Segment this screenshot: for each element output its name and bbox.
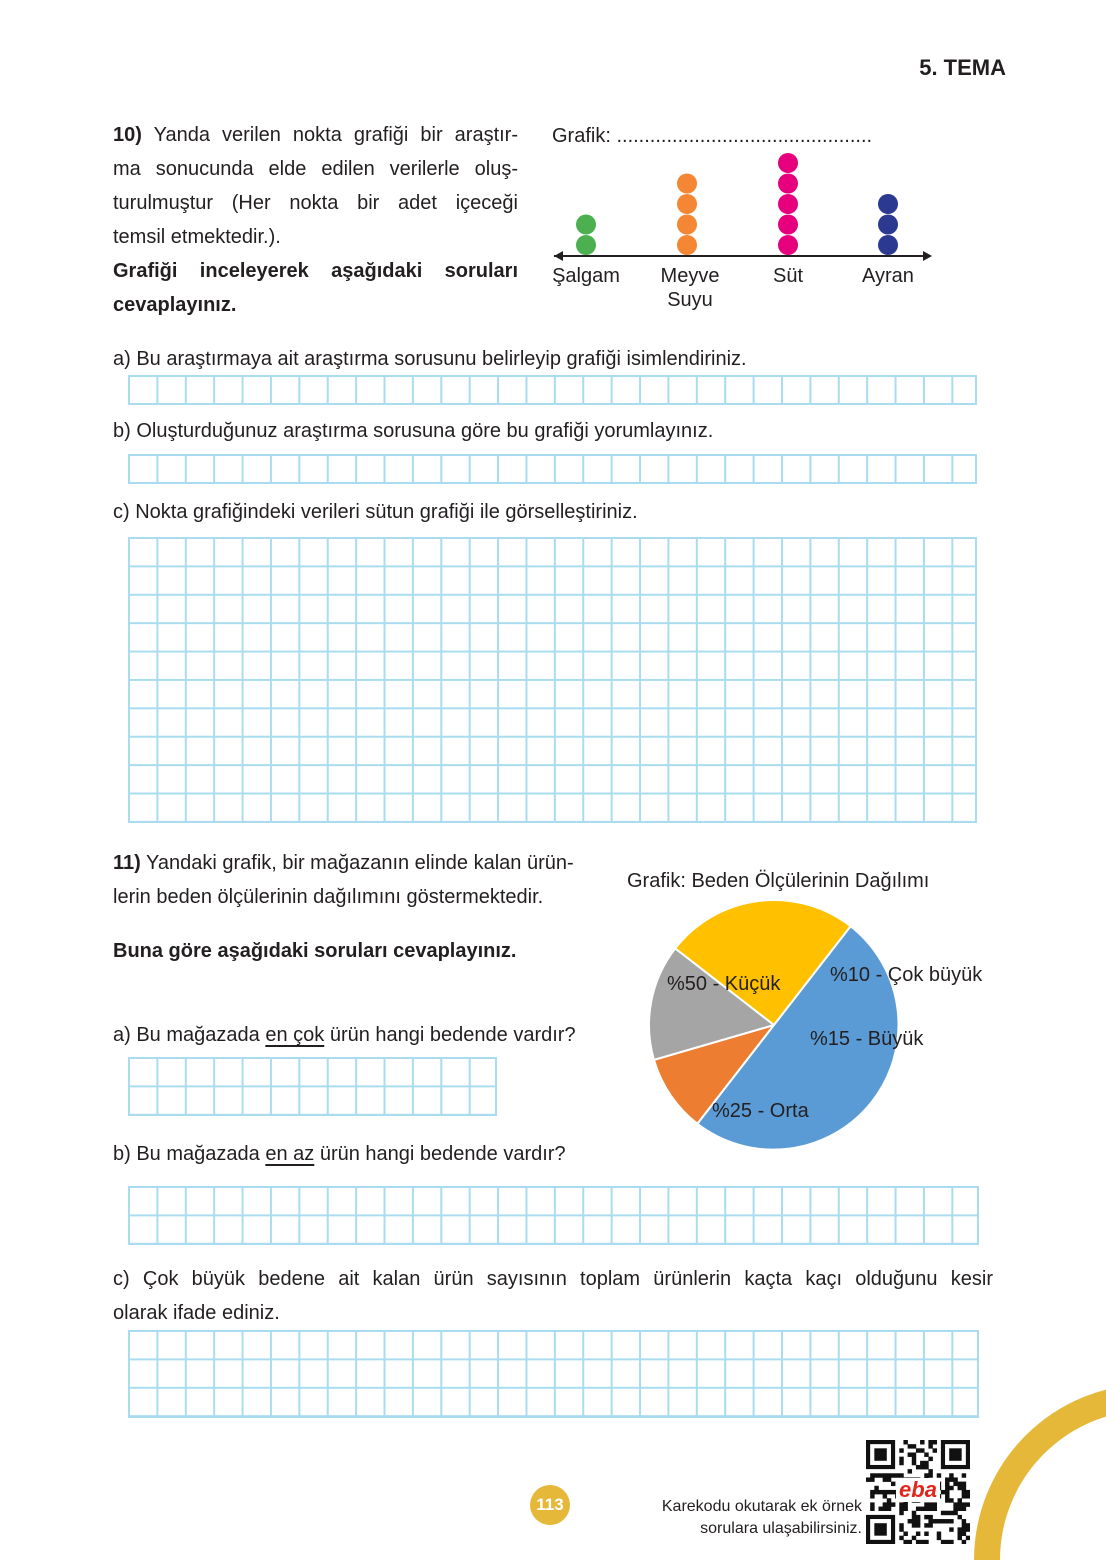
qr-module (912, 1511, 916, 1515)
dot-1-2 (576, 215, 596, 235)
qr-module (928, 1519, 932, 1523)
q10-c-text: c) Nokta grafiğindeki verileri sütun grafiği ile görselleştiriniz. (113, 501, 638, 523)
qr-module (949, 1511, 953, 1515)
dot-2-2 (677, 215, 697, 235)
qr-module (941, 1490, 945, 1494)
qr-module (920, 1461, 924, 1465)
qr-module (908, 1469, 912, 1473)
qr-module (870, 1490, 874, 1494)
q10-b-text: b) Oluşturduğunuz araştırma sorusuna göre bu grafiği yorumlayınız. (113, 420, 714, 442)
qr-module (945, 1486, 949, 1490)
qr-module (924, 1532, 928, 1536)
qr-module (899, 1507, 903, 1511)
qr-module (912, 1452, 916, 1456)
qr-module (949, 1527, 953, 1531)
dot-plot-label-2-2: Suyu (667, 289, 713, 311)
qr-module (878, 1507, 882, 1511)
qr-module (912, 1536, 916, 1540)
qr-module (920, 1465, 924, 1469)
q11-a-post: ürün hangi bedende vardır? (324, 1024, 576, 1046)
q10-intro-line4: temsil etmektedir.). (113, 226, 281, 248)
q10-c-answer-grid[interactable] (128, 537, 977, 823)
q11-c-line2: olarak ifade ediniz. (113, 1302, 280, 1324)
q10-intro (113, 118, 518, 322)
dot-4-3 (878, 194, 898, 214)
qr-module (941, 1519, 945, 1523)
qr-module (916, 1519, 920, 1523)
qr-module (924, 1507, 928, 1511)
qr-module (891, 1502, 895, 1506)
q11-c-answer-grid[interactable] (128, 1330, 979, 1418)
qr-module (912, 1519, 916, 1523)
qr-module (903, 1507, 907, 1511)
pie-chart-title: Grafik: Beden Ölçülerinin Dağılımı (627, 870, 930, 892)
q11-intro-line2: lerin beden ölçülerinin dağılımını göstermektedir. (113, 886, 544, 908)
dot-4-1 (878, 235, 898, 255)
qr-module (937, 1532, 941, 1536)
q11-c-text (113, 1262, 993, 1330)
qr-module (916, 1540, 920, 1544)
pie-label-1: %50 - Küçük (667, 973, 781, 995)
qr-module (878, 1473, 882, 1477)
qr-module (953, 1482, 957, 1486)
dot-2-4 (677, 174, 697, 194)
qr-finder-top-left-core (874, 1448, 886, 1460)
qr-module (887, 1507, 891, 1511)
qr-module (908, 1519, 912, 1523)
qr-module (916, 1448, 920, 1452)
qr-module (945, 1498, 949, 1502)
dot-plot-label-1: Şalgam (552, 265, 620, 287)
qr-module (883, 1507, 887, 1511)
qr-module (953, 1507, 957, 1511)
decorative-arc-stroke (987, 1397, 1106, 1560)
qr-module (945, 1494, 949, 1498)
qr-module (899, 1457, 903, 1461)
qr-module (899, 1448, 903, 1452)
qr-module (883, 1502, 887, 1506)
q11-instruction: Buna göre aşağıdaki soruları cevaplayınız. (113, 940, 517, 962)
qr-module (953, 1502, 957, 1506)
pie-label-3: %15 - Büyük (810, 1028, 924, 1050)
qr-module (870, 1507, 874, 1511)
q11-b-answer-grid[interactable] (128, 1186, 979, 1245)
qr-module (883, 1494, 887, 1498)
q10-instruction-line1: Grafiği inceleyerek aşağıdaki soruları (113, 260, 518, 282)
qr-module (920, 1440, 924, 1444)
q11-c-line1: c) Çok büyük bedene ait kalan ürün sayısının toplam ürünlerin kaçta kaçı olduğunu kesir (113, 1268, 993, 1290)
page-number-badge (530, 1485, 570, 1525)
qr-module (924, 1461, 928, 1465)
qr-module (908, 1452, 912, 1456)
pie-label-4: %25 - Orta (712, 1100, 809, 1122)
qr-module (937, 1519, 941, 1523)
qr-module (912, 1515, 916, 1519)
qr-module (899, 1511, 903, 1515)
qr-module (916, 1465, 920, 1469)
qr-caption-line1: Karekodu okutarak ek örnek (661, 1498, 862, 1515)
qr-module (874, 1486, 878, 1490)
qr-module (887, 1498, 891, 1502)
qr-module (891, 1473, 895, 1477)
qr-module (949, 1486, 953, 1490)
qr-module (916, 1507, 920, 1511)
qr-module (887, 1502, 891, 1506)
decorative-arc (960, 1370, 1106, 1560)
q11-b-post: ürün hangi bedende vardır? (314, 1143, 566, 1165)
eba-logo (896, 1478, 940, 1502)
qr-module (945, 1540, 949, 1544)
qr-module (870, 1477, 874, 1481)
qr-module (883, 1477, 887, 1481)
qr-module (920, 1540, 924, 1544)
qr-module (912, 1523, 916, 1527)
qr-module (924, 1523, 928, 1527)
q11-intro (113, 846, 613, 914)
qr-module (928, 1444, 932, 1448)
qr-module (878, 1490, 882, 1494)
qr-module (933, 1507, 937, 1511)
dot-3-4 (778, 174, 798, 194)
q11-b-text (113, 1141, 566, 1167)
qr-module (899, 1523, 903, 1527)
qr-module (945, 1519, 949, 1523)
qr-module (953, 1511, 957, 1515)
qr-module (945, 1477, 949, 1481)
qr-module (883, 1473, 887, 1477)
qr-module (949, 1519, 953, 1523)
qr-module (941, 1540, 945, 1544)
qr-module (891, 1490, 895, 1494)
qr-module (887, 1477, 891, 1481)
qr-module (924, 1465, 928, 1469)
qr-module (870, 1502, 874, 1506)
q11-a-pre: a) Bu mağazada (113, 1024, 266, 1046)
qr-module (912, 1444, 916, 1448)
q11-number: 11) (113, 852, 141, 874)
q10-intro-line2: ma sonucunda elde edilen verilerle oluş- (113, 158, 518, 180)
q11-b-emphasis: en az (265, 1143, 315, 1165)
qr-module (870, 1494, 874, 1498)
q11-intro-line1: Yandaki grafik, bir mağazanın elinde kalan ürün- (146, 852, 574, 874)
q11-a-answer-grid[interactable] (128, 1057, 497, 1116)
qr-module (887, 1473, 891, 1477)
qr-module (928, 1502, 932, 1506)
qr-caption-line2: sorulara ulaşabilirsiniz. (700, 1520, 862, 1537)
qr-module (933, 1519, 937, 1523)
qr-module (874, 1473, 878, 1477)
dot-plot-title: Grafik: .............................................. (552, 125, 873, 147)
dot-plot-label-4: Ayran (862, 265, 914, 287)
qr-module (949, 1473, 953, 1477)
qr-module (916, 1532, 920, 1536)
qr-module (924, 1452, 928, 1456)
qr-module (920, 1448, 924, 1452)
qr-module (928, 1515, 932, 1519)
qr-module (928, 1469, 932, 1473)
qr-module (899, 1536, 903, 1540)
qr-module (949, 1477, 953, 1481)
q10-intro-line3: turulmuştur (Her nokta bir adet içeceği (113, 192, 518, 214)
eba-logo-text: eba (899, 1477, 937, 1502)
qr-module (903, 1540, 907, 1544)
pie-chart (620, 860, 1020, 1160)
qr-module (928, 1507, 932, 1511)
qr-module (924, 1502, 928, 1506)
qr-module (941, 1511, 945, 1515)
qr-module (945, 1490, 949, 1494)
dot-plot-label-2-1: Meyve (660, 265, 720, 287)
qr-module (899, 1502, 903, 1506)
qr-module (945, 1511, 949, 1515)
qr-module (924, 1540, 928, 1544)
qr-finder-bottom-left-core (874, 1523, 886, 1535)
qr-module (903, 1502, 907, 1506)
qr-module (920, 1507, 924, 1511)
q11-b-pre: b) Bu mağazada (113, 1143, 266, 1165)
dot-3-3 (778, 194, 798, 214)
dot-1-1 (576, 235, 596, 255)
qr-module (933, 1440, 937, 1444)
dot-4-2 (878, 215, 898, 235)
qr-module (903, 1440, 907, 1444)
qr-module (928, 1523, 932, 1527)
dot-plot-chart (540, 118, 950, 318)
q11-a-text (113, 1022, 576, 1048)
axis-arrow-right (923, 251, 932, 261)
qr-module (949, 1540, 953, 1544)
q10-intro-line1: Yanda verilen nokta grafiği bir araştır- (153, 124, 519, 146)
q11-a-emphasis: en çok (265, 1024, 325, 1046)
q10-a-text: a) Bu araştırmaya ait araştırma sorusunu belirleyip grafiği isimlendiriniz. (113, 348, 747, 370)
qr-module (937, 1536, 941, 1540)
qr-module (866, 1477, 870, 1481)
qr-module (883, 1490, 887, 1494)
qr-module (912, 1457, 916, 1461)
qr-module (899, 1461, 903, 1465)
qr-module (912, 1461, 916, 1465)
qr-module (928, 1440, 932, 1444)
pie-label-2: %10 - Çok büyük (830, 964, 983, 986)
qr-module (945, 1482, 949, 1486)
qr-module (891, 1482, 895, 1486)
q10-number: 10) (113, 124, 142, 146)
dot-3-1 (778, 235, 798, 255)
page-number: 113 (536, 1495, 564, 1514)
qr-module (928, 1457, 932, 1461)
qr-module (908, 1540, 912, 1544)
dot-3-2 (778, 215, 798, 235)
q10-instruction-line2: cevaplayınız. (113, 294, 237, 316)
qr-module (953, 1477, 957, 1481)
dot-plot-label-3: Süt (772, 265, 804, 287)
qr-module (908, 1444, 912, 1448)
q10-b-answer-grid[interactable] (128, 454, 977, 484)
dot-3-5 (778, 153, 798, 173)
qr-module (887, 1490, 891, 1494)
dot-2-3 (677, 194, 697, 214)
qr-module (949, 1498, 953, 1502)
qr-module (933, 1502, 937, 1506)
qr-caption (600, 1496, 862, 1540)
dot-2-1 (677, 235, 697, 255)
axis-arrow-left (554, 251, 563, 261)
qr-module (924, 1515, 928, 1519)
q10-a-answer-grid[interactable] (128, 375, 977, 405)
qr-module (870, 1473, 874, 1477)
qr-module (899, 1527, 903, 1531)
qr-module (916, 1523, 920, 1527)
theme-title: 5. TEMA (919, 55, 1006, 80)
qr-module (933, 1448, 937, 1452)
qr-module (903, 1532, 907, 1536)
qr-module (874, 1490, 878, 1494)
qr-module (916, 1515, 920, 1519)
